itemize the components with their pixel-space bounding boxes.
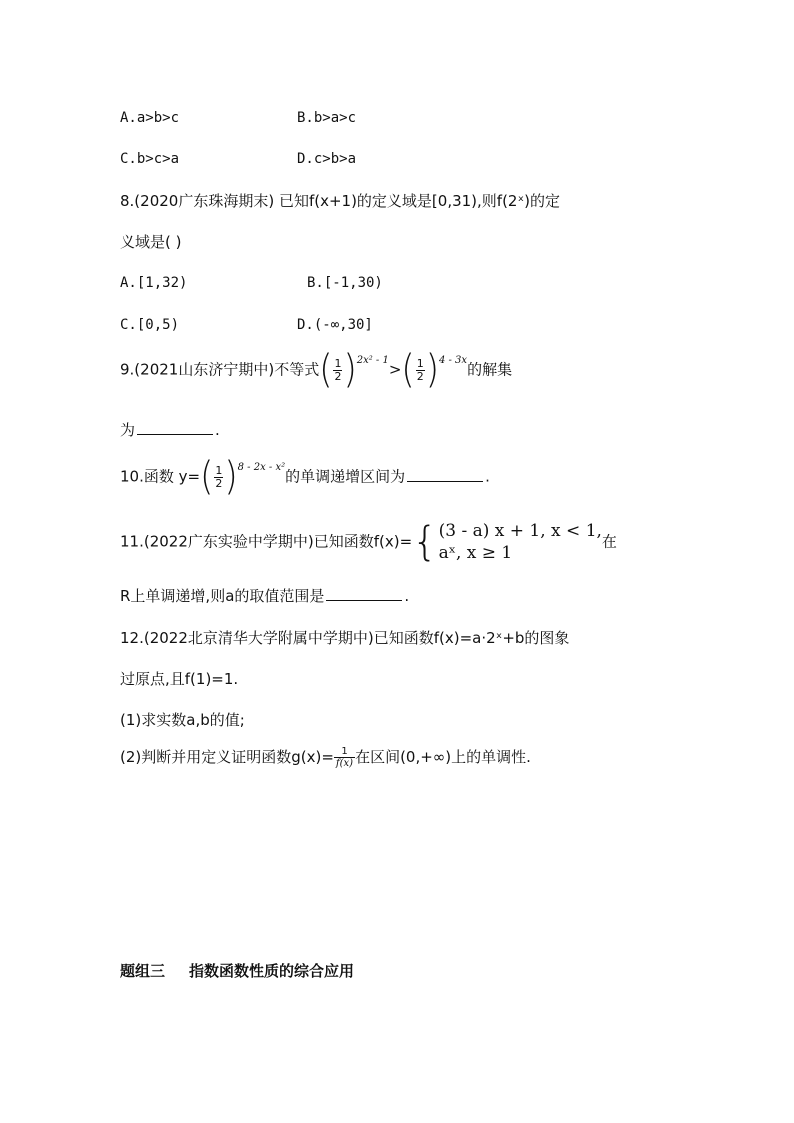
q8-option-d: D.(-∞,30]: [297, 317, 373, 333]
q12-part-1: (1)求实数a,b的值;: [120, 711, 245, 729]
q7-option-c: C.b>c>a: [120, 151, 180, 167]
q10-fraction: $\frac{1}{2}$: [215, 463, 223, 490]
q7-option-a: A.a>b>c: [120, 110, 180, 126]
q12-stem-line2: 过原点,且f(1)=1.: [120, 670, 239, 688]
q8-option-a: A.[1,32): [120, 275, 188, 291]
q12-part-2: (2)判断并用定义证明函数g(x)= $\frac{1}{f(x)}$ 在区间(0,+∞)上的单调性.: [120, 746, 531, 769]
q8-stem-line2: 义域是( ): [120, 233, 182, 251]
q11-case-2: aˣ, x ≥ 1: [438, 543, 513, 563]
q9-greater-than: >: [388, 360, 402, 379]
q8-stem-line1: 8.(2020广东珠海期末) 已知f(x+1)的定义域是[0,31),则f(2ˣ)的定: [120, 192, 560, 210]
section-label: 题组三: [120, 962, 166, 980]
section-title: 指数函数性质的综合应用: [189, 962, 355, 980]
q8-option-b: B.[-1,30): [307, 275, 383, 291]
q11-case-1: (3 - a) x + 1, x < 1,: [438, 521, 602, 541]
q10-answer-blank[interactable]: [407, 467, 483, 482]
q12-fraction: $\frac{1}{f(x)}$: [335, 746, 354, 769]
q9-answer-blank[interactable]: [137, 420, 213, 435]
q7-option-b: B.b>a>c: [297, 110, 357, 126]
q7-option-d: D.c>b>a: [297, 151, 357, 167]
q9-exponent-2: 4 - 3x: [438, 354, 468, 366]
q10-exponent: 8 - 2x - x²: [237, 461, 286, 473]
q9-prefix: 9.(2021山东济宁期中)不等式: [120, 360, 320, 379]
q11-answer-blank[interactable]: [326, 586, 402, 601]
q9-suffix: 的解集: [467, 360, 513, 379]
q9-stem-line1: 9.(2021山东济宁期中)不等式( $\frac{1}{2}$ )$^{2x^2 - 1}$>( $\frac{1}{2}$ )$^{4 - 3x}$的解集: [120, 347, 513, 393]
q11-brace: {: [412, 519, 438, 565]
q11-stem-line2: R上单调递增,则a的取值范围是 .: [120, 587, 410, 605]
q12-stem-line1: 12.(2022北京清华大学附属中学期中)已知函数f(x)=a·2ˣ+b的图象: [120, 629, 570, 647]
q8-option-c: C.[0,5): [120, 317, 180, 333]
q11-piecewise: [439, 520, 602, 564]
q10-stem: 10.函数 y=( $\frac{1}{2}$ )$^{8 - 2x - x^2}$的单调递增区间为 .: [120, 454, 490, 500]
q9-stem-line2: 为 .: [120, 421, 220, 439]
q11-stem-line1: 11.(2022广东实验中学期中)已知函数f(x)={ (3 - a) x + 1, x < 1, aˣ, x ≥ 1 在: [120, 519, 617, 565]
q9-fraction-1: $\frac{1}{2}$: [334, 356, 342, 383]
section-heading: [120, 960, 354, 981]
q9-fraction-2: $\frac{1}{2}$: [416, 356, 424, 383]
q9-exponent-1: 2x² - 1: [356, 354, 389, 366]
